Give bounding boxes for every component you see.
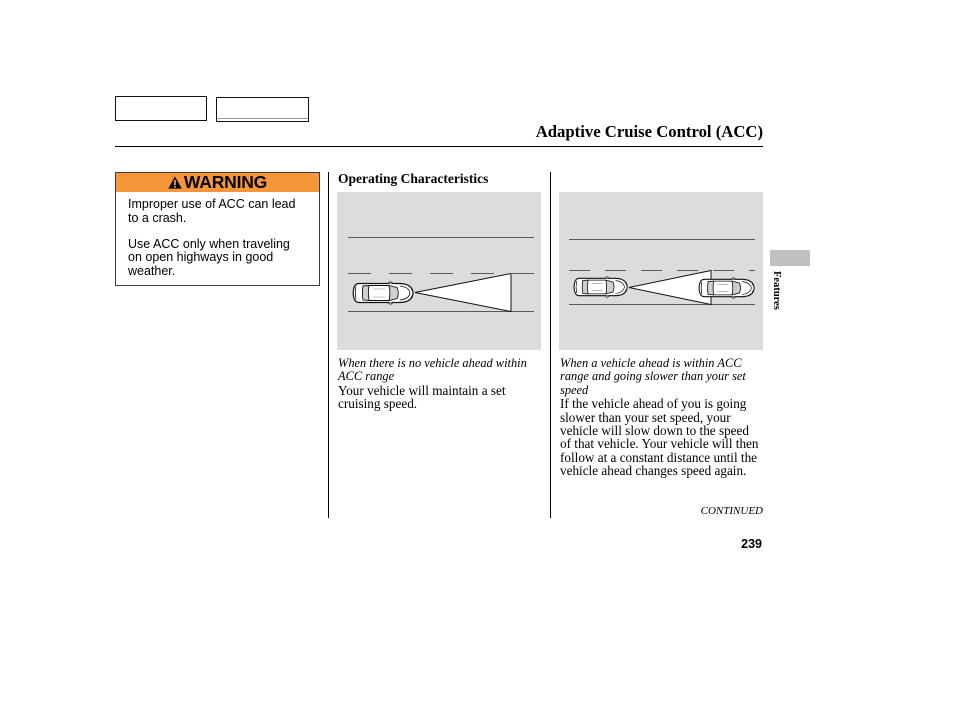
figure-caption [338,357,543,384]
caption-line: ACC range [338,369,395,384]
vehicle-ahead-icon [699,278,754,299]
body-line: of that vehicle. Your vehicle will then [560,436,759,452]
body-line: vehicle ahead changes speed again. [560,463,747,479]
warning-line: Use ACC only when traveling [128,236,290,251]
body-paragraph [338,384,543,411]
figure-illustration [337,192,541,350]
caption-line: When there is no vehicle ahead within [338,356,527,370]
column-vehicle-ahead [560,357,765,478]
column-no-vehicle-ahead [338,357,543,411]
figure-vehicle-ahead [559,192,763,350]
continued-label: CONTINUED [700,505,763,517]
warning-heading: WARNING [183,172,268,192]
body-line: vehicle will slow down to the speed [560,423,749,439]
column-rule-left [328,172,329,518]
body-line: If the vehicle ahead of you is going [560,396,747,412]
warning-line: to a crash. [128,210,187,225]
warning-line: weather. [128,263,176,278]
section-heading: Operating Characteristics [338,171,489,186]
figure-caption [560,357,765,397]
body-line: follow at a constant distance until the [560,449,758,465]
caption-line: range and going slower than your set [560,369,746,384]
warning-line: Improper use of ACC can lead [128,197,296,211]
body-line: Your vehicle will maintain a set [338,382,506,398]
warning-box [115,172,320,286]
warning-header [116,173,319,192]
page-number: 239 [741,537,762,551]
warning-triangle-icon [168,176,182,189]
chapter-tab[interactable] [770,250,810,266]
caption-line: When a vehicle ahead is within ACC [560,356,742,370]
caption-line: speed [560,382,589,397]
body-line: slower than your set speed, your [560,409,731,425]
body-line: cruising speed. [338,396,418,412]
warning-paragraph [128,238,319,279]
nav-button-1[interactable] [115,96,207,121]
nav-button-2[interactable] [216,97,309,122]
body-paragraph [560,397,765,477]
figure-illustration [559,192,763,350]
column-rule-right [550,172,551,518]
page-title: Adaptive Cruise Control (ACC) [535,122,763,141]
own-vehicle-icon [353,282,413,305]
warning-text [116,192,319,278]
warning-line: on open highways in good [128,250,274,264]
warning-paragraph [128,198,319,225]
header-rule [115,146,763,147]
chapter-tab-label: Features [771,271,782,310]
own-vehicle-icon [574,277,627,298]
figure-no-vehicle-ahead [337,192,541,350]
radar-beam [415,274,511,312]
